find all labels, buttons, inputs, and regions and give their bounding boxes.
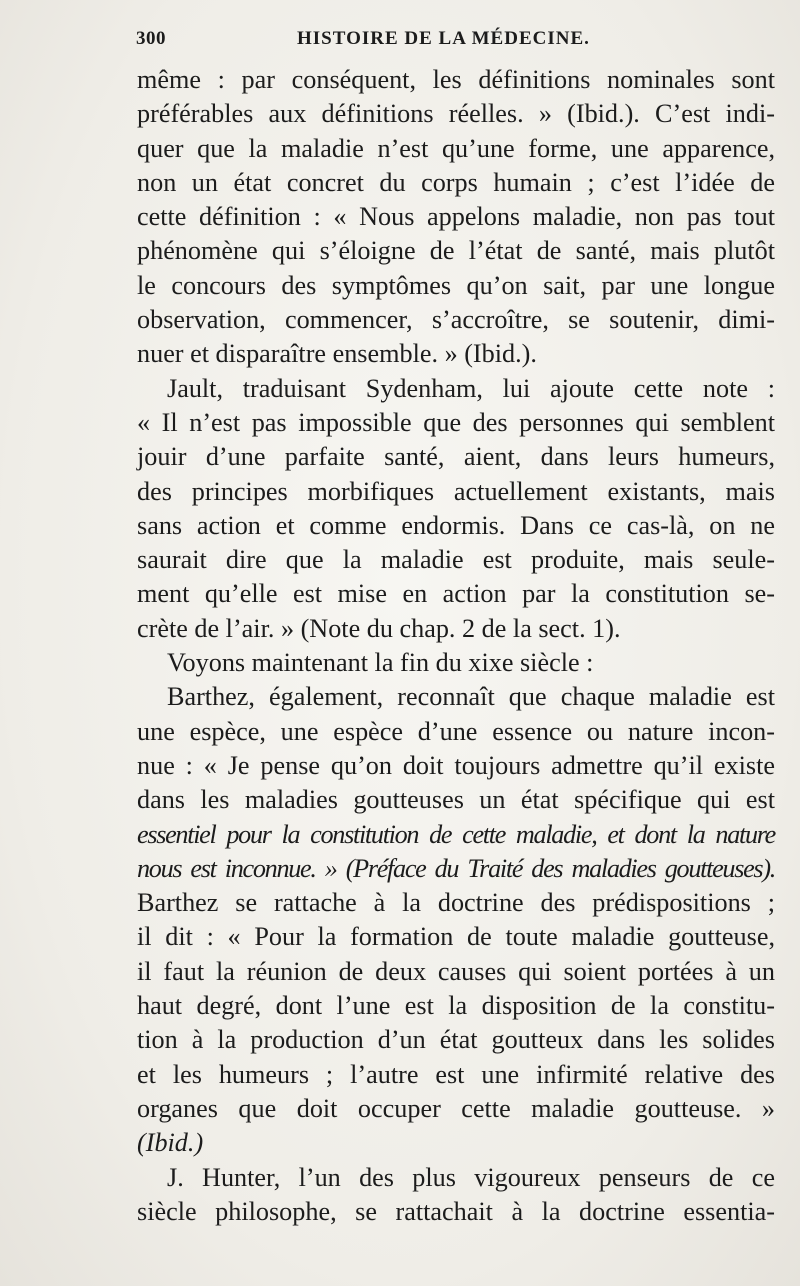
text-line: non un état concret du corps humain ; c’est l’idée de: [137, 167, 775, 197]
text-line: J. Hunter, l’un des plus vigoureux penseurs de ce: [167, 1162, 775, 1192]
page-header: [132, 28, 772, 58]
text-line: quer que la maladie n’est qu’une forme, une apparence,: [137, 133, 775, 163]
text-line: haut degré, dont l’une est la disposition de la constitu-: [137, 991, 775, 1021]
text-line: dans les maladies goutteuses un état spécifique qui est: [137, 785, 775, 815]
text-line: Jault, traduisant Sydenham, lui ajoute cette note :: [167, 373, 775, 403]
text-line: nue : « Je pense qu’on doit toujours admettre qu’il existe: [137, 750, 775, 780]
text-line: phénomène qui s’éloigne de l’état de santé, mais plutôt: [137, 236, 775, 266]
text-line: crète de l’air. » (Note du chap. 2 de la sect. 1).: [137, 613, 621, 643]
text-line: il faut la réunion de deux causes qui soient portées à un: [137, 956, 775, 986]
text-line: sans action et comme endormis. Dans ce cas-là, on ne: [137, 510, 775, 540]
text-line: et les humeurs ; l’autre est une infirmité relative des: [137, 1059, 775, 1089]
text-line: jouir d’une parfaite santé, aient, dans leurs humeurs,: [137, 442, 775, 472]
text-line: organes que doit occuper cette maladie goutteuse. »: [137, 1093, 775, 1123]
text-line: siècle philosophe, se rattachait à la doctrine essentia-: [137, 1196, 775, 1226]
text-line: le concours des symptômes qu’on sait, par une longue: [137, 270, 775, 300]
text-line: des principes morbifiques actuellement existants, mais: [137, 476, 775, 506]
text-line: même : par conséquent, les définitions nominales sont: [137, 65, 775, 94]
text-line: observation, commencer, s’accroître, se soutenir, dimi-: [137, 305, 775, 335]
body-text: [137, 63, 775, 1229]
text-line: cette définition : « Nous appelons maladie, non pas tout: [137, 202, 775, 232]
text-line: préférables aux définitions réelles. » (Ibid.). C’est indi-: [137, 99, 775, 129]
text-line: Barthez, également, reconnaît que chaque maladie est: [167, 682, 775, 712]
text-line: (Ibid.): [137, 1128, 204, 1158]
text-line: nuer et disparaître ensemble. » (Ibid.).: [137, 339, 537, 369]
text-line: essentiel pour la constitution de cette maladie, et dont la nature: [137, 819, 775, 849]
page-number: 300: [136, 28, 166, 49]
text-line: tion à la production d’un état goutteux dans les solides: [137, 1025, 775, 1055]
text-line: saurait dire que la maladie est produite, mais seule-: [137, 545, 775, 575]
running-head: HISTOIRE DE LA MÉDECINE.: [297, 28, 590, 49]
text-line: ment qu’elle est mise en action par la constitution se-: [137, 579, 775, 609]
text-line: « Il n’est pas impossible que des personnes qui semblent: [137, 407, 775, 437]
text-line: nous est inconnue. » (Préface du Traité des maladies goutteuses).: [137, 853, 775, 883]
text-line: Voyons maintenant la fin du xixe siècle :: [167, 648, 594, 678]
text-line: une espèce, une espèce d’une essence ou nature incon-: [137, 716, 775, 746]
text-line: il dit : « Pour la formation de toute maladie goutteuse,: [137, 922, 775, 952]
text-line: Barthez se rattache à la doctrine des prédispositions ;: [137, 888, 775, 918]
